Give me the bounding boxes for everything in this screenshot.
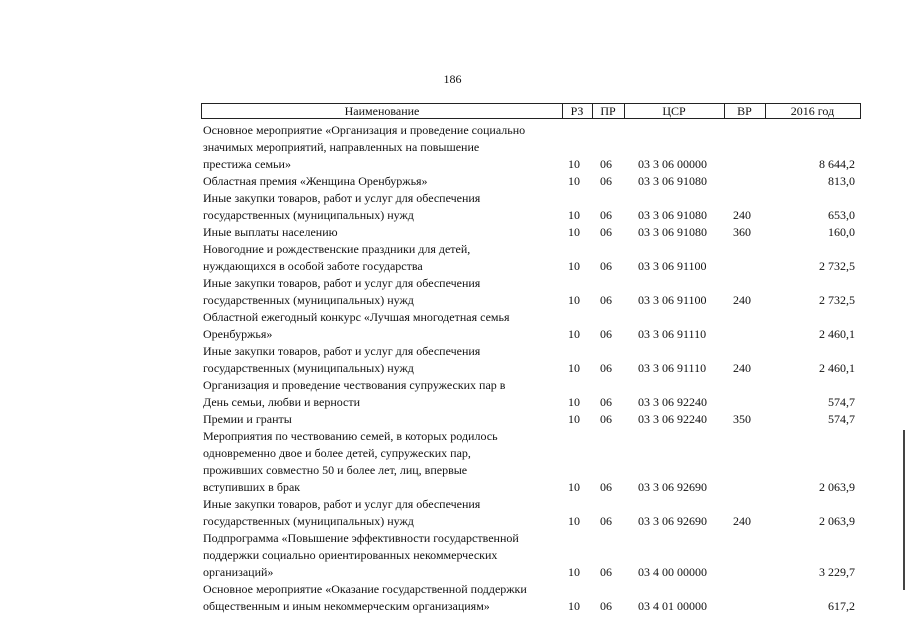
table-row bbox=[0, 122, 905, 173]
row-pr: 06 bbox=[600, 395, 612, 409]
row-rz: 10 bbox=[568, 395, 580, 409]
row-csr: 03 3 06 91100 bbox=[638, 259, 707, 273]
table-row bbox=[0, 428, 905, 496]
table-row bbox=[0, 309, 905, 343]
row-name bbox=[203, 309, 553, 343]
row-name bbox=[203, 224, 553, 241]
row-amount: 2 063,9 bbox=[819, 514, 855, 528]
row-rz: 10 bbox=[568, 599, 580, 613]
row-amount: 653,0 bbox=[828, 208, 855, 222]
row-name bbox=[203, 343, 553, 377]
header-pr: ПР bbox=[600, 104, 616, 118]
table-row bbox=[0, 275, 905, 309]
row-name-line: Иные закупки товаров, работ и услуг для обеспечения bbox=[203, 191, 481, 205]
header-year: 2016 год bbox=[790, 104, 835, 118]
row-csr: 03 3 06 91110 bbox=[638, 327, 707, 341]
table-row bbox=[0, 173, 905, 190]
row-rz: 10 bbox=[568, 225, 580, 239]
row-name bbox=[203, 496, 553, 530]
row-csr: 03 3 06 92240 bbox=[638, 412, 707, 426]
row-rz: 10 bbox=[568, 293, 580, 307]
table-header bbox=[201, 103, 861, 119]
row-rz: 10 bbox=[568, 361, 580, 375]
row-name-line: общественным и иным некоммерческим организациям» bbox=[203, 599, 490, 613]
row-name-line: Оренбуржья» bbox=[203, 327, 273, 341]
row-csr: 03 3 06 92690 bbox=[638, 480, 707, 494]
row-name-line: одновременно двое и более детей, супружеских пар, bbox=[203, 446, 471, 460]
row-csr: 03 4 01 00000 bbox=[638, 599, 707, 613]
row-name-line: Областная премия «Женщина Оренбуржья» bbox=[203, 174, 428, 188]
row-amount: 574,7 bbox=[828, 412, 855, 426]
row-name bbox=[203, 411, 553, 428]
row-csr: 03 3 06 91080 bbox=[638, 174, 707, 188]
row-pr: 06 bbox=[600, 327, 612, 341]
row-amount: 574,7 bbox=[828, 395, 855, 409]
row-pr: 06 bbox=[600, 361, 612, 375]
row-pr: 06 bbox=[600, 599, 612, 613]
table-row bbox=[0, 411, 905, 428]
row-name bbox=[203, 275, 553, 309]
row-rz: 10 bbox=[568, 327, 580, 341]
row-name bbox=[203, 377, 553, 411]
row-name bbox=[203, 173, 553, 190]
row-csr: 03 3 06 00000 bbox=[638, 157, 707, 171]
row-name-line: Основное мероприятие «Организация и проведение социально bbox=[203, 123, 526, 137]
row-name-line: День семьи, любви и верности bbox=[203, 395, 361, 409]
row-csr: 03 3 06 91080 bbox=[638, 208, 707, 222]
row-name-line: Организация и проведение чествования супружеских пар в bbox=[203, 378, 506, 392]
row-name-line: Мероприятия по чествованию семей, в которых родилось bbox=[203, 429, 498, 443]
header-rz: РЗ bbox=[570, 104, 584, 118]
row-name bbox=[203, 241, 553, 275]
row-name-line: Основное мероприятие «Оказание государственной поддержки bbox=[203, 582, 527, 596]
row-name-line: государственных (муниципальных) нужд bbox=[203, 514, 414, 528]
row-rz: 10 bbox=[568, 208, 580, 222]
row-name-line: вступивших в брак bbox=[203, 480, 301, 494]
row-name-line: государственных (муниципальных) нужд bbox=[203, 208, 414, 222]
row-pr: 06 bbox=[600, 514, 612, 528]
row-amount: 813,0 bbox=[828, 174, 855, 188]
row-pr: 06 bbox=[600, 225, 612, 239]
row-rz: 10 bbox=[568, 480, 580, 494]
row-amount: 2 460,1 bbox=[819, 361, 855, 375]
row-csr: 03 3 06 92240 bbox=[638, 395, 707, 409]
row-csr: 03 3 06 92690 bbox=[638, 514, 707, 528]
row-name-line: Подпрограмма «Повышение эффективности государственной bbox=[203, 531, 519, 545]
table-row bbox=[0, 377, 905, 411]
table-row bbox=[0, 241, 905, 275]
row-vr: 240 bbox=[733, 514, 751, 528]
row-csr: 03 3 06 91080 bbox=[638, 225, 707, 239]
row-csr: 03 3 06 91110 bbox=[638, 361, 707, 375]
row-name-line: Премии и гранты bbox=[203, 412, 292, 426]
row-csr: 03 3 06 91100 bbox=[638, 293, 707, 307]
row-rz: 10 bbox=[568, 174, 580, 188]
row-pr: 06 bbox=[600, 412, 612, 426]
row-vr: 360 bbox=[733, 225, 751, 239]
row-rz: 10 bbox=[568, 412, 580, 426]
row-rz: 10 bbox=[568, 514, 580, 528]
row-amount: 2 063,9 bbox=[819, 480, 855, 494]
table-row bbox=[0, 496, 905, 530]
header-csr: ЦСР bbox=[662, 104, 686, 118]
row-amount: 8 644,2 bbox=[819, 157, 855, 171]
row-rz: 10 bbox=[568, 157, 580, 171]
row-name-line: проживших совместно 50 и более лет, лиц, впервые bbox=[203, 463, 468, 477]
row-name-line: Иные закупки товаров, работ и услуг для обеспечения bbox=[203, 497, 481, 511]
row-name-line: значимых мероприятий, направленных на повышение bbox=[203, 140, 480, 154]
row-name-line: Новогодние и рождественские праздники для детей, bbox=[203, 242, 471, 256]
row-pr: 06 bbox=[600, 208, 612, 222]
row-rz: 10 bbox=[568, 565, 580, 579]
header-vr: ВР bbox=[737, 104, 752, 118]
row-name-line: организаций» bbox=[203, 565, 274, 579]
row-name-line: нуждающихся в особой заботе государства bbox=[203, 259, 423, 273]
table-row bbox=[0, 343, 905, 377]
row-name-line: престижа семьи» bbox=[203, 157, 291, 171]
row-pr: 06 bbox=[600, 293, 612, 307]
row-name-line: Иные закупки товаров, работ и услуг для обеспечения bbox=[203, 276, 481, 290]
row-name bbox=[203, 122, 553, 173]
row-amount: 2 732,5 bbox=[819, 259, 855, 273]
row-pr: 06 bbox=[600, 565, 612, 579]
row-amount: 617,2 bbox=[828, 599, 855, 613]
table-row bbox=[0, 224, 905, 241]
row-amount: 2 732,5 bbox=[819, 293, 855, 307]
row-name-line: Иные выплаты населению bbox=[203, 225, 338, 239]
row-name-line: поддержки социально ориентированных некоммерческих bbox=[203, 548, 498, 562]
row-name-line: Областной ежегодный конкурс «Лучшая многодетная семья bbox=[203, 310, 510, 324]
row-amount: 3 229,7 bbox=[819, 565, 855, 579]
row-name-line: государственных (муниципальных) нужд bbox=[203, 361, 414, 375]
row-csr: 03 4 00 00000 bbox=[638, 565, 707, 579]
row-rz: 10 bbox=[568, 259, 580, 273]
row-name bbox=[203, 190, 553, 224]
header-name: Наименование bbox=[344, 104, 420, 118]
table-row bbox=[0, 581, 905, 615]
row-vr: 240 bbox=[733, 361, 751, 375]
row-amount: 160,0 bbox=[828, 225, 855, 239]
row-name-line: Иные закупки товаров, работ и услуг для обеспечения bbox=[203, 344, 481, 358]
table-row bbox=[0, 530, 905, 581]
row-pr: 06 bbox=[600, 174, 612, 188]
row-vr: 240 bbox=[733, 293, 751, 307]
row-pr: 06 bbox=[600, 157, 612, 171]
row-name bbox=[203, 530, 553, 581]
table-row bbox=[0, 190, 905, 224]
row-name bbox=[203, 581, 553, 615]
row-vr: 350 bbox=[733, 412, 751, 426]
row-vr: 240 bbox=[733, 208, 751, 222]
row-name-line: государственных (муниципальных) нужд bbox=[203, 293, 414, 307]
row-amount: 2 460,1 bbox=[819, 327, 855, 341]
row-pr: 06 bbox=[600, 480, 612, 494]
row-name bbox=[203, 428, 553, 496]
row-pr: 06 bbox=[600, 259, 612, 273]
page-number: 186 bbox=[443, 72, 462, 86]
